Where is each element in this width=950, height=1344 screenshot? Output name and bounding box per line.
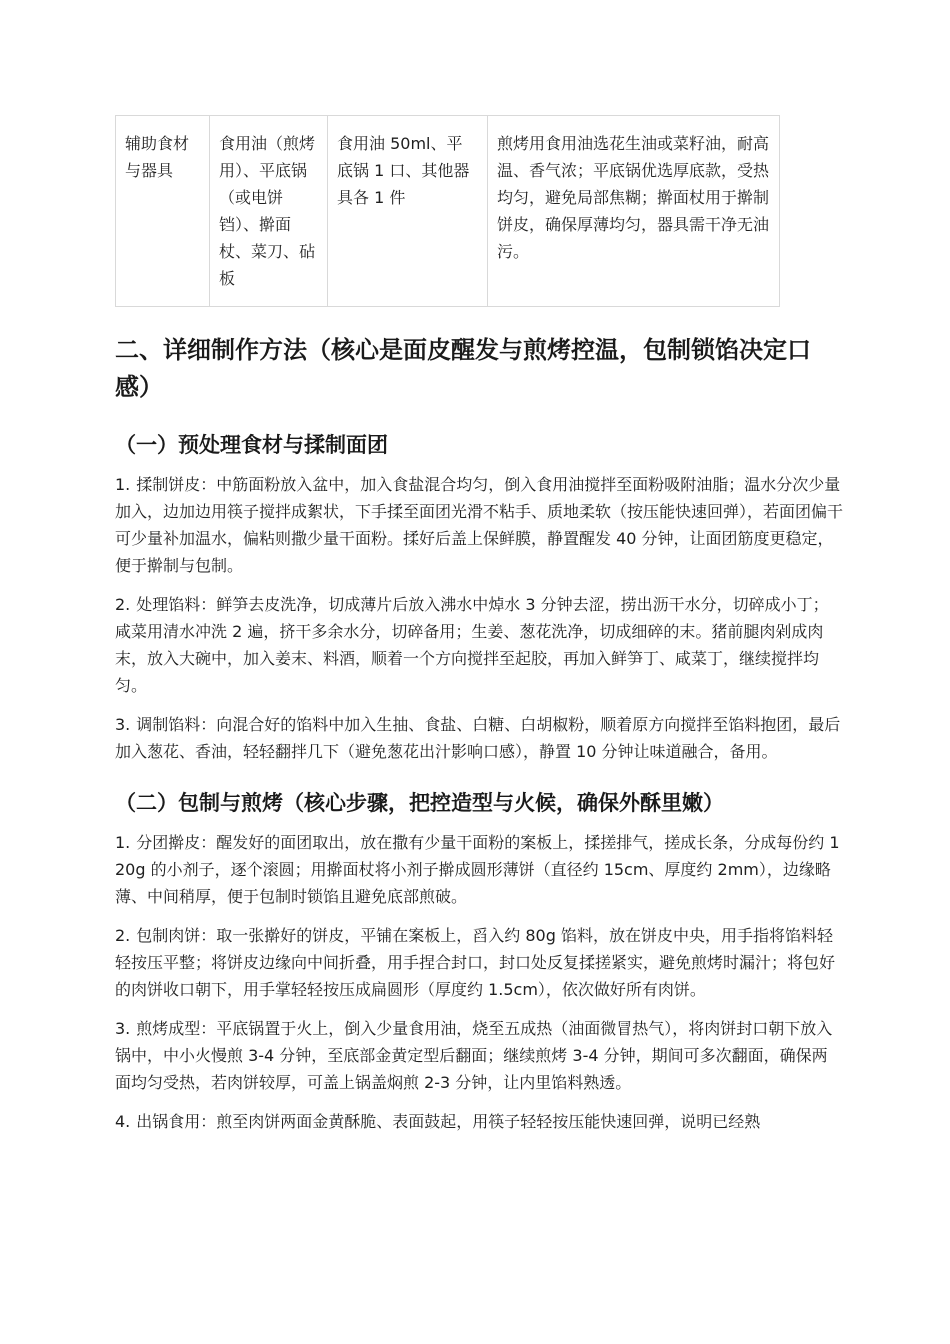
- step-text: 处理馅料：鲜笋去皮洗净，切成薄片后放入沸水中焯水 3 分钟去涩，捞出沥干水分，切碎成小丁；咸菜用清水冲洗 2 遍，挤干多余水分，切碎备用；生姜、葱花洗净，切成细碎的末。猪前腿肉剁成肉末，放入大碗中，加入姜末、料酒，顺着一个方向搅拌至起胶，再加入鲜笋丁、咸菜丁，继续搅拌均匀。: [115, 595, 829, 695]
- step-text: 包制肉饼：取一张擀好的饼皮，平铺在案板上，舀入约 80g 馅料，放在饼皮中央，用手指将馅料轻轻按压平整；将饼皮边缘向中间折叠，用手捏合封口，封口处反复揉搓紧实，避免煎烤时漏汁；将包好的肉饼收口朝下，用手掌轻轻按压成扁圆形（厚度约 1.5cm），依次做好所有肉饼。: [115, 926, 836, 999]
- table-cell-notes: 煎烤用食用油选花生油或菜籽油，耐高温、香气浓；平底锅优选厚底款，受热均匀，避免局部焦糊；擀面杖用于擀制饼皮，确保厚薄均匀，器具需干净无油污。: [488, 116, 780, 307]
- table-cell-name: 辅助食材与器具: [116, 116, 210, 307]
- step-paragraph: [115, 591, 843, 699]
- step-text: 调制馅料：向混合好的馅料中加入生抽、食盐、白糖、白胡椒粉，顺着原方向搅拌至馅料抱团，最后加入葱花、香油，轻轻翻拌几下（避免葱花出汁影响口感），静置 10 分钟让味道融合，备用。: [115, 715, 841, 761]
- step-paragraph: [115, 711, 843, 765]
- step-paragraph: [115, 922, 843, 1003]
- ingredients-table: [115, 115, 780, 307]
- document-page: [115, 115, 843, 1135]
- step-paragraph: [115, 1015, 843, 1096]
- table-cell-amount: 食用油 50ml、平底锅 1 口、其他器具各 1 件: [328, 116, 488, 307]
- step-paragraph: [115, 829, 843, 910]
- table-cell-items: 食用油（煎烤用）、平底锅（或电饼铛）、擀面杖、菜刀、砧板: [210, 116, 328, 307]
- step-number: 2.: [115, 926, 131, 945]
- step-number: 1.: [115, 475, 131, 494]
- step-text: 煎烤成型：平底锅置于火上，倒入少量食用油，烧至五成热（油面微冒热气），将肉饼封口朝下放入锅中，中小火慢煎 3-4 分钟，至底部金黄定型后翻面；继续煎烤 3-4 分钟，期间可多次翻面，确保两面均匀受热，若肉饼较厚，可盖上锅盖焖煎 2-3 分钟，让内里馅料熟透。: [115, 1019, 833, 1092]
- step-text: 出锅食用：煎至肉饼两面金黄酥脆、表面鼓起，用筷子轻轻按压能快速回弹，说明已经熟: [136, 1112, 761, 1131]
- step-number: 1.: [115, 833, 131, 852]
- subsection-heading-2: （二）包制与煎烤（核心步骤，把控造型与火候，确保外酥里嫩）: [115, 791, 724, 815]
- step-paragraph: [115, 1108, 843, 1135]
- step-number: 3.: [115, 715, 131, 734]
- section-heading: 二、详细制作方法（核心是面皮醒发与煎烤控温，包制锁馅决定口感）: [115, 336, 811, 401]
- table-row: [116, 116, 780, 307]
- step-text: 分团擀皮：醒发好的面团取出，放在撒有少量干面粉的案板上，揉搓排气，搓成长条，分成每份约 120g 的小剂子，逐个滚圆；用擀面杖将小剂子擀成圆形薄饼（直径约 15cm、厚度约 2mm），边缘略薄、中间稍厚，便于包制时锁馅且避免底部煎破。: [115, 833, 840, 906]
- step-number: 2.: [115, 595, 131, 614]
- step-number: 4.: [115, 1112, 131, 1131]
- step-text: 揉制饼皮：中筋面粉放入盆中，加入食盐混合均匀，倒入食用油搅拌至面粉吸附油脂；温水分次少量加入，边加边用筷子搅拌成絮状，下手揉至面团光滑不粘手、质地柔软（按压能快速回弹），若面团偏干可少量补加温水，偏粘则撒少量干面粉。揉好后盖上保鲜膜，静置醒发 40 分钟，让面团筋度更稳定，便于擀制与包制。: [115, 475, 844, 575]
- subsection-heading-1: （一）预处理食材与揉制面团: [115, 433, 388, 457]
- step-number: 3.: [115, 1019, 131, 1038]
- step-paragraph: [115, 471, 843, 579]
